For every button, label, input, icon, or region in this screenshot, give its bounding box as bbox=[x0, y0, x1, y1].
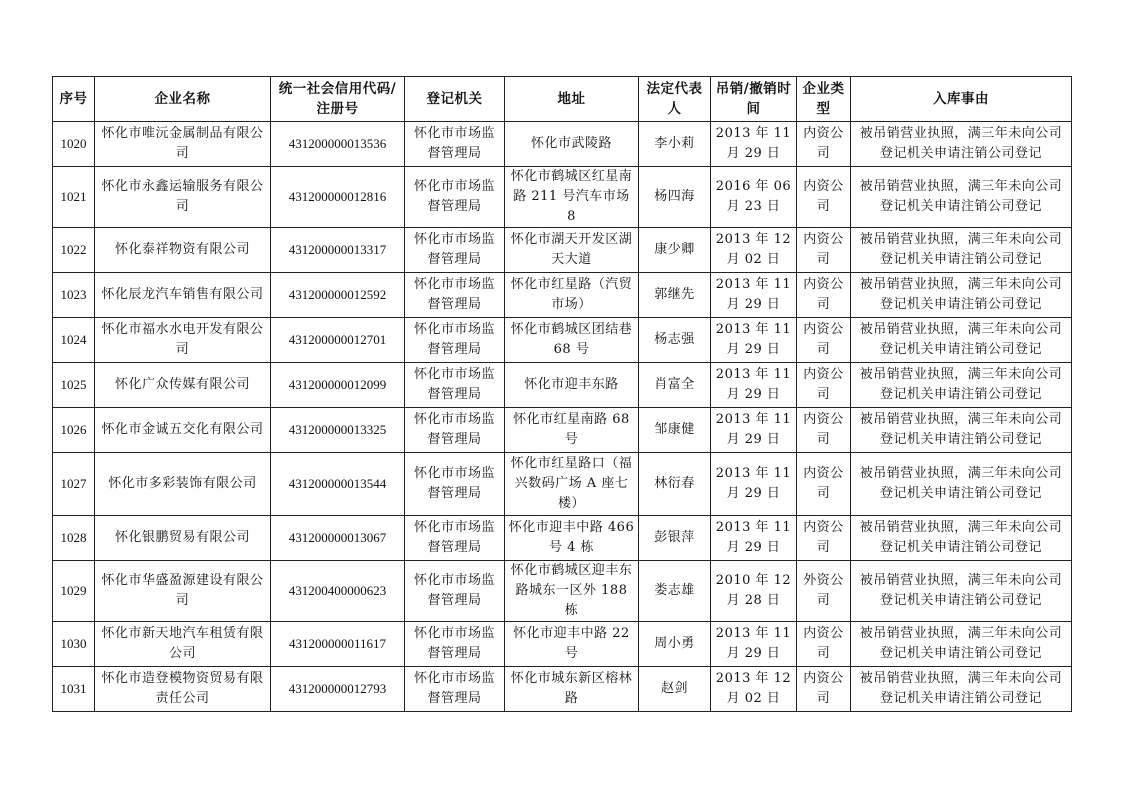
document-page bbox=[52, 76, 1071, 712]
table-row bbox=[53, 228, 1072, 273]
table-row bbox=[53, 273, 1072, 318]
cell-legal-rep: 娄志雄 bbox=[639, 561, 711, 622]
cell-address: 怀化市迎丰中路 22 号 bbox=[505, 622, 639, 667]
cell-authority: 怀化市市场监督管理局 bbox=[405, 453, 505, 516]
cell-name: 怀化市多彩装饰有限公司 bbox=[95, 453, 271, 516]
cell-revoke-time: 2013 年 11 月 29 日 bbox=[711, 622, 797, 667]
cell-address: 怀化市红星南路 68 号 bbox=[505, 408, 639, 453]
cell-address: 怀化市武陵路 bbox=[505, 122, 639, 167]
table-row bbox=[53, 453, 1072, 516]
cell-seq: 1025 bbox=[53, 363, 95, 408]
cell-name: 怀化辰龙汽车销售有限公司 bbox=[95, 273, 271, 318]
header-authority: 登记机关 bbox=[405, 77, 505, 122]
cell-address: 怀化市湖天开发区湖天大道 bbox=[505, 228, 639, 273]
cell-revoke-time: 2013 年 12 月 02 日 bbox=[711, 228, 797, 273]
cell-reason: 被吊销营业执照，满三年未向公司登记机关申请注销公司登记 bbox=[851, 167, 1072, 228]
cell-name: 怀化市唯沅金属制品有限公司 bbox=[95, 122, 271, 167]
header-seq: 序号 bbox=[53, 77, 95, 122]
cell-address: 怀化市鹤城区迎丰东路城东一区外 188 栋 bbox=[505, 561, 639, 622]
table-body bbox=[53, 122, 1072, 712]
cell-name: 怀化银鹏贸易有限公司 bbox=[95, 516, 271, 561]
cell-authority: 怀化市市场监督管理局 bbox=[405, 273, 505, 318]
cell-type: 外资公司 bbox=[797, 561, 851, 622]
cell-legal-rep: 周小勇 bbox=[639, 622, 711, 667]
cell-address: 怀化市城东新区榕林路 bbox=[505, 667, 639, 712]
cell-revoke-time: 2016 年 06 月 23 日 bbox=[711, 167, 797, 228]
cell-authority: 怀化市市场监督管理局 bbox=[405, 167, 505, 228]
cell-legal-rep: 肖富全 bbox=[639, 363, 711, 408]
cell-type: 内资公司 bbox=[797, 167, 851, 228]
table-row bbox=[53, 561, 1072, 622]
cell-code: 431200000013536 bbox=[271, 122, 405, 167]
cell-type: 内资公司 bbox=[797, 516, 851, 561]
cell-name: 怀化市华盛盈源建设有限公司 bbox=[95, 561, 271, 622]
table-row bbox=[53, 363, 1072, 408]
header-address: 地址 bbox=[505, 77, 639, 122]
cell-name: 怀化广众传媒有限公司 bbox=[95, 363, 271, 408]
cell-legal-rep: 邹康健 bbox=[639, 408, 711, 453]
cell-code: 431200400000623 bbox=[271, 561, 405, 622]
header-name: 企业名称 bbox=[95, 77, 271, 122]
cell-code: 431200000013067 bbox=[271, 516, 405, 561]
cell-legal-rep: 赵剑 bbox=[639, 667, 711, 712]
cell-revoke-time: 2013 年 11 月 29 日 bbox=[711, 363, 797, 408]
cell-authority: 怀化市市场监督管理局 bbox=[405, 622, 505, 667]
cell-code: 431200000013317 bbox=[271, 228, 405, 273]
cell-name: 怀化市新天地汽车租赁有限公司 bbox=[95, 622, 271, 667]
cell-reason: 被吊销营业执照，满三年未向公司登记机关申请注销公司登记 bbox=[851, 228, 1072, 273]
table-row bbox=[53, 667, 1072, 712]
cell-address: 怀化市红星路口（福兴数码广场 A 座七楼） bbox=[505, 453, 639, 516]
table-row bbox=[53, 622, 1072, 667]
cell-reason: 被吊销营业执照，满三年未向公司登记机关申请注销公司登记 bbox=[851, 408, 1072, 453]
cell-type: 内资公司 bbox=[797, 408, 851, 453]
cell-reason: 被吊销营业执照，满三年未向公司登记机关申请注销公司登记 bbox=[851, 318, 1072, 363]
cell-authority: 怀化市市场监督管理局 bbox=[405, 516, 505, 561]
cell-address: 怀化市红星路（汽贸市场） bbox=[505, 273, 639, 318]
table-row bbox=[53, 516, 1072, 561]
cell-seq: 1027 bbox=[53, 453, 95, 516]
cell-revoke-time: 2013 年 11 月 29 日 bbox=[711, 453, 797, 516]
cell-legal-rep: 林衍春 bbox=[639, 453, 711, 516]
revoked-enterprise-table bbox=[52, 76, 1072, 712]
cell-type: 内资公司 bbox=[797, 363, 851, 408]
cell-code: 431200000011617 bbox=[271, 622, 405, 667]
cell-reason: 被吊销营业执照，满三年未向公司登记机关申请注销公司登记 bbox=[851, 273, 1072, 318]
cell-reason: 被吊销营业执照，满三年未向公司登记机关申请注销公司登记 bbox=[851, 453, 1072, 516]
cell-reason: 被吊销营业执照，满三年未向公司登记机关申请注销公司登记 bbox=[851, 622, 1072, 667]
cell-reason: 被吊销营业执照，满三年未向公司登记机关申请注销公司登记 bbox=[851, 561, 1072, 622]
cell-code: 431200000012701 bbox=[271, 318, 405, 363]
cell-name: 怀化市造登模物资贸易有限责任公司 bbox=[95, 667, 271, 712]
cell-name: 怀化市福水水电开发有限公司 bbox=[95, 318, 271, 363]
cell-authority: 怀化市市场监督管理局 bbox=[405, 363, 505, 408]
cell-code: 431200000013325 bbox=[271, 408, 405, 453]
cell-legal-rep: 康少卿 bbox=[639, 228, 711, 273]
cell-type: 内资公司 bbox=[797, 318, 851, 363]
cell-code: 431200000012592 bbox=[271, 273, 405, 318]
cell-authority: 怀化市市场监督管理局 bbox=[405, 561, 505, 622]
cell-authority: 怀化市市场监督管理局 bbox=[405, 318, 505, 363]
cell-seq: 1028 bbox=[53, 516, 95, 561]
cell-type: 内资公司 bbox=[797, 273, 851, 318]
cell-authority: 怀化市市场监督管理局 bbox=[405, 667, 505, 712]
cell-revoke-time: 2013 年 12 月 02 日 bbox=[711, 667, 797, 712]
cell-address: 怀化市迎丰中路 466 号 4 栋 bbox=[505, 516, 639, 561]
cell-seq: 1031 bbox=[53, 667, 95, 712]
cell-authority: 怀化市市场监督管理局 bbox=[405, 408, 505, 453]
cell-type: 内资公司 bbox=[797, 667, 851, 712]
header-type: 企业类型 bbox=[797, 77, 851, 122]
cell-seq: 1022 bbox=[53, 228, 95, 273]
cell-type: 内资公司 bbox=[797, 453, 851, 516]
cell-name: 怀化市金诚五交化有限公司 bbox=[95, 408, 271, 453]
table-row bbox=[53, 318, 1072, 363]
cell-type: 内资公司 bbox=[797, 228, 851, 273]
table-row bbox=[53, 408, 1072, 453]
cell-revoke-time: 2013 年 11 月 29 日 bbox=[711, 318, 797, 363]
cell-legal-rep: 杨四海 bbox=[639, 167, 711, 228]
cell-legal-rep: 李小莉 bbox=[639, 122, 711, 167]
cell-reason: 被吊销营业执照，满三年未向公司登记机关申请注销公司登记 bbox=[851, 516, 1072, 561]
cell-authority: 怀化市市场监督管理局 bbox=[405, 122, 505, 167]
cell-reason: 被吊销营业执照，满三年未向公司登记机关申请注销公司登记 bbox=[851, 122, 1072, 167]
cell-address: 怀化市迎丰东路 bbox=[505, 363, 639, 408]
table-header-row bbox=[53, 77, 1072, 122]
cell-seq: 1021 bbox=[53, 167, 95, 228]
cell-seq: 1029 bbox=[53, 561, 95, 622]
table-row bbox=[53, 167, 1072, 228]
cell-code: 431200000012793 bbox=[271, 667, 405, 712]
cell-address: 怀化市鹤城区红星南路 211 号汽车市场 8 bbox=[505, 167, 639, 228]
cell-reason: 被吊销营业执照，满三年未向公司登记机关申请注销公司登记 bbox=[851, 363, 1072, 408]
cell-seq: 1020 bbox=[53, 122, 95, 167]
cell-address: 怀化市鹤城区团结巷 68 号 bbox=[505, 318, 639, 363]
cell-code: 431200000012099 bbox=[271, 363, 405, 408]
header-code: 统一社会信用代码/注册号 bbox=[271, 77, 405, 122]
cell-seq: 1030 bbox=[53, 622, 95, 667]
cell-name: 怀化泰祥物资有限公司 bbox=[95, 228, 271, 273]
cell-code: 431200000013544 bbox=[271, 453, 405, 516]
cell-name: 怀化市永鑫运输服务有限公司 bbox=[95, 167, 271, 228]
cell-legal-rep: 彭银萍 bbox=[639, 516, 711, 561]
header-reason: 入库事由 bbox=[851, 77, 1072, 122]
cell-legal-rep: 郭继先 bbox=[639, 273, 711, 318]
cell-revoke-time: 2013 年 11 月 29 日 bbox=[711, 408, 797, 453]
cell-revoke-time: 2013 年 11 月 29 日 bbox=[711, 273, 797, 318]
header-legal-rep: 法定代表人 bbox=[639, 77, 711, 122]
cell-reason: 被吊销营业执照，满三年未向公司登记机关申请注销公司登记 bbox=[851, 667, 1072, 712]
cell-seq: 1023 bbox=[53, 273, 95, 318]
header-revoke-time: 吊销/撤销时间 bbox=[711, 77, 797, 122]
cell-type: 内资公司 bbox=[797, 622, 851, 667]
cell-revoke-time: 2010 年 12 月 28 日 bbox=[711, 561, 797, 622]
cell-authority: 怀化市市场监督管理局 bbox=[405, 228, 505, 273]
cell-revoke-time: 2013 年 11 月 29 日 bbox=[711, 122, 797, 167]
table-row bbox=[53, 122, 1072, 167]
cell-code: 431200000012816 bbox=[271, 167, 405, 228]
cell-legal-rep: 杨志强 bbox=[639, 318, 711, 363]
cell-type: 内资公司 bbox=[797, 122, 851, 167]
cell-seq: 1026 bbox=[53, 408, 95, 453]
cell-revoke-time: 2013 年 11 月 29 日 bbox=[711, 516, 797, 561]
cell-seq: 1024 bbox=[53, 318, 95, 363]
